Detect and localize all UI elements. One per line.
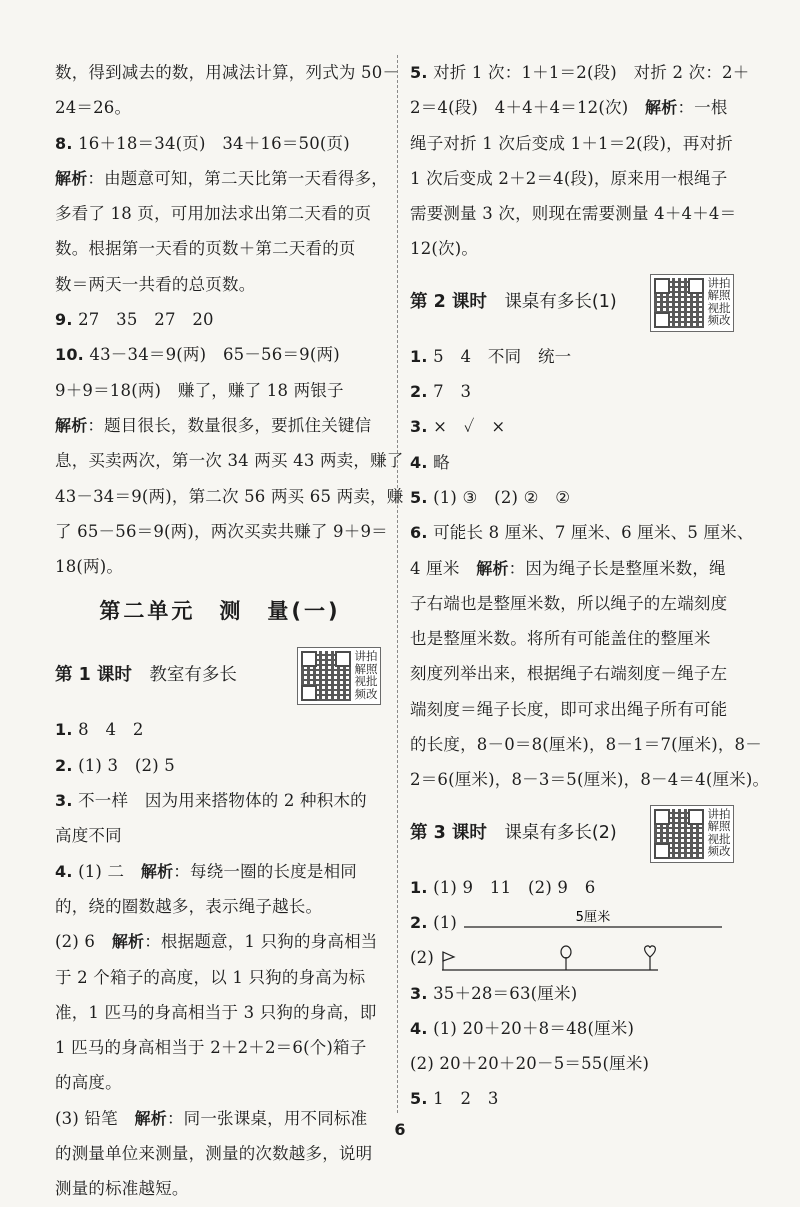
answer-10: 10. 43－34＝9(两) 65－56＝9(两): [55, 345, 340, 365]
text-line: 的测量单位来测量，测量的次数越多，说明: [55, 1144, 373, 1164]
text-line: 多看了 18 页，可用加法求出第二天看的页: [55, 204, 372, 224]
answer-4: 4. 略: [410, 452, 450, 472]
text-line: 数＝两天一共看的总页数。: [55, 274, 256, 294]
text-line: 测量的标准越短。: [55, 1179, 189, 1199]
text-line: 1 匹马的身高相当于 2＋2＋2＝6(个)箱子: [55, 1038, 367, 1058]
text-line: 数，得到减去的数，用减法计算，列式为 50－: [55, 63, 400, 82]
length-figure-2: [440, 940, 670, 975]
text-line: 数。根据第一天看的页数＋第二天看的页: [55, 239, 356, 259]
column-divider: [397, 55, 398, 1113]
qr-code[interactable]: [650, 805, 734, 863]
text-line: 刻度列举出来，根据绳子右端刻度－绳子左: [410, 664, 728, 684]
text-line: 需要测量 3 次，则现在需要测量 4＋4＋4＝: [410, 204, 737, 224]
text-line: 9＋9＝18(两) 赚了，赚了 18 两银子: [55, 380, 344, 400]
lesson-2-title: 第 2 课时 课桌有多长(1): [410, 291, 617, 312]
text-line: 绳子对折 1 次后变成 1＋1＝2(段)，再对折: [410, 133, 733, 153]
answer-3: 3. 35＋28＝63(厘米): [410, 983, 578, 1003]
lesson-1-title: 第 1 课时 教室有多长: [55, 665, 237, 686]
answer-3: 3. 不一样 因为用来搭物体的 2 种积木的: [55, 791, 367, 811]
qr-code-icon: [301, 651, 351, 701]
text-line: 了 65－56＝9(两)，两次买卖共赚了 9＋9＝: [55, 521, 388, 541]
answer-5: 5. (1) ③ (2) ② ②: [410, 487, 571, 507]
text-line: 的高度。: [55, 1073, 122, 1093]
answer-block-top: [55, 55, 404, 584]
text-line: 1 次后变成 2＋2＝4(段)，原来用一根绳子: [410, 168, 728, 188]
answer-4: 4. (1) 二 解析：每绕一圈的长度是相同: [55, 861, 357, 881]
answer-5: 5. 对折 1 次：1＋1＝2(段) 对折 2 次：2＋: [410, 63, 750, 82]
answer-8: 8. 16＋18＝34(页) 34＋16＝50(页): [55, 133, 350, 153]
text-line: (2) 20＋20＋20－5＝55(厘米): [410, 1054, 650, 1074]
answer-2: 2. 7 3: [410, 382, 472, 402]
text-line: 的，绕的圈数越多，表示绳子越长。: [55, 896, 323, 916]
lesson-3-header: [410, 802, 745, 864]
qr-label: 讲拍解照视批频改: [707, 806, 731, 859]
text-line: 2＝6(厘米)，8－3＝5(厘米)，8－4＝4(厘米)。: [410, 770, 770, 790]
page-number: 6: [394, 1120, 406, 1139]
qr-label: 讲拍解照视批频改: [354, 649, 378, 701]
text-line: 12(次)。: [410, 239, 479, 259]
analysis-line: 解析：题目很长，数量很多，要抓住关键信: [55, 415, 372, 435]
answer-block-lesson-3: [410, 870, 745, 1117]
lesson-2-header: [410, 271, 745, 333]
text-line: 准，1 匹马的身高相当于 3 只狗的身高，即: [55, 1002, 377, 1022]
answer-6: 6. 可能长 8 厘米、7 厘米、6 厘米、5 厘米、: [410, 523, 754, 543]
answer-2-part-2: (2): [410, 940, 745, 975]
analysis-line: 解析：由题意可知，第二天比第一天看得多，: [55, 168, 389, 188]
text-line: (3) 铅笔 解析：同一张课桌，用不同标准: [55, 1108, 368, 1128]
answer-2: 2. (1) 3 (2) 5: [55, 755, 175, 775]
qr-label: 讲拍解照视批频改: [707, 275, 731, 328]
text-line: 4 厘米 解析：因为绳子长是整厘米数，绳: [410, 558, 726, 578]
text-line: 的长度，8－0＝8(厘米)，8－1＝7(厘米)，8－: [410, 735, 762, 755]
segment-label: 5厘米: [575, 909, 611, 925]
text-line: 18(两)。: [55, 557, 124, 577]
text-line: 高度不同: [55, 826, 122, 846]
text-line: 2＝4(段) 4＋4＋4＝12(次) 解析：一根: [410, 98, 728, 118]
answer-2: 2. (1) 5厘米: [410, 905, 745, 940]
tree-icon-crown: [561, 946, 571, 958]
lesson-1-header: [55, 644, 385, 706]
right-column: [410, 55, 770, 1117]
heart-icon-shape: [645, 946, 656, 957]
answer-1: 1. 5 4 不同 统一: [410, 346, 572, 366]
answer-1: 1. 8 4 2: [55, 720, 144, 740]
lesson-3-title: 第 3 课时 课桌有多长(2): [410, 822, 617, 843]
text-line: 子右端也是整厘米数，所以绳子的左端刻度: [410, 593, 728, 613]
flag-icon-shape: [443, 952, 454, 961]
length-figure-1: [458, 905, 738, 940]
text-line: 于 2 个箱子的高度，以 1 只狗的身高为标: [55, 967, 366, 987]
answer-4: 4. (1) 20＋20＋8＝48(厘米): [410, 1018, 635, 1038]
unit-title: 第二单元 测 量(一): [99, 599, 341, 624]
left-column: [55, 55, 404, 1207]
qr-code-icon: [654, 278, 704, 328]
text-line: 也是整厘米数。将所有可能盖住的整厘米: [410, 629, 711, 649]
answer-1: 1. (1) 9 11 (2) 9 6: [410, 877, 596, 897]
answer-3: 3. × ✓ ×: [410, 417, 506, 437]
qr-code-icon: [654, 809, 704, 859]
answer-5: 5. 1 2 3: [410, 1089, 499, 1109]
qr-code[interactable]: [650, 274, 734, 332]
answer-9: 9. 27 35 27 20: [55, 310, 214, 330]
qr-code[interactable]: [297, 647, 381, 705]
answer-block-right-top: [410, 55, 750, 267]
answer-block-lesson-2: [410, 339, 770, 798]
text-line: 息，买卖两次，第一次 34 两买 43 两卖，赚了: [55, 451, 404, 471]
text-line: (2) 6 解析：根据题意，1 只狗的身高相当: [55, 932, 378, 952]
text-line: 24＝26。: [55, 98, 132, 118]
text-line: 43－34＝9(两)，第二次 56 两买 65 两卖，赚: [55, 486, 404, 506]
text-line: 端刻度＝绳子长度，即可求出绳子所有可能: [410, 699, 728, 719]
